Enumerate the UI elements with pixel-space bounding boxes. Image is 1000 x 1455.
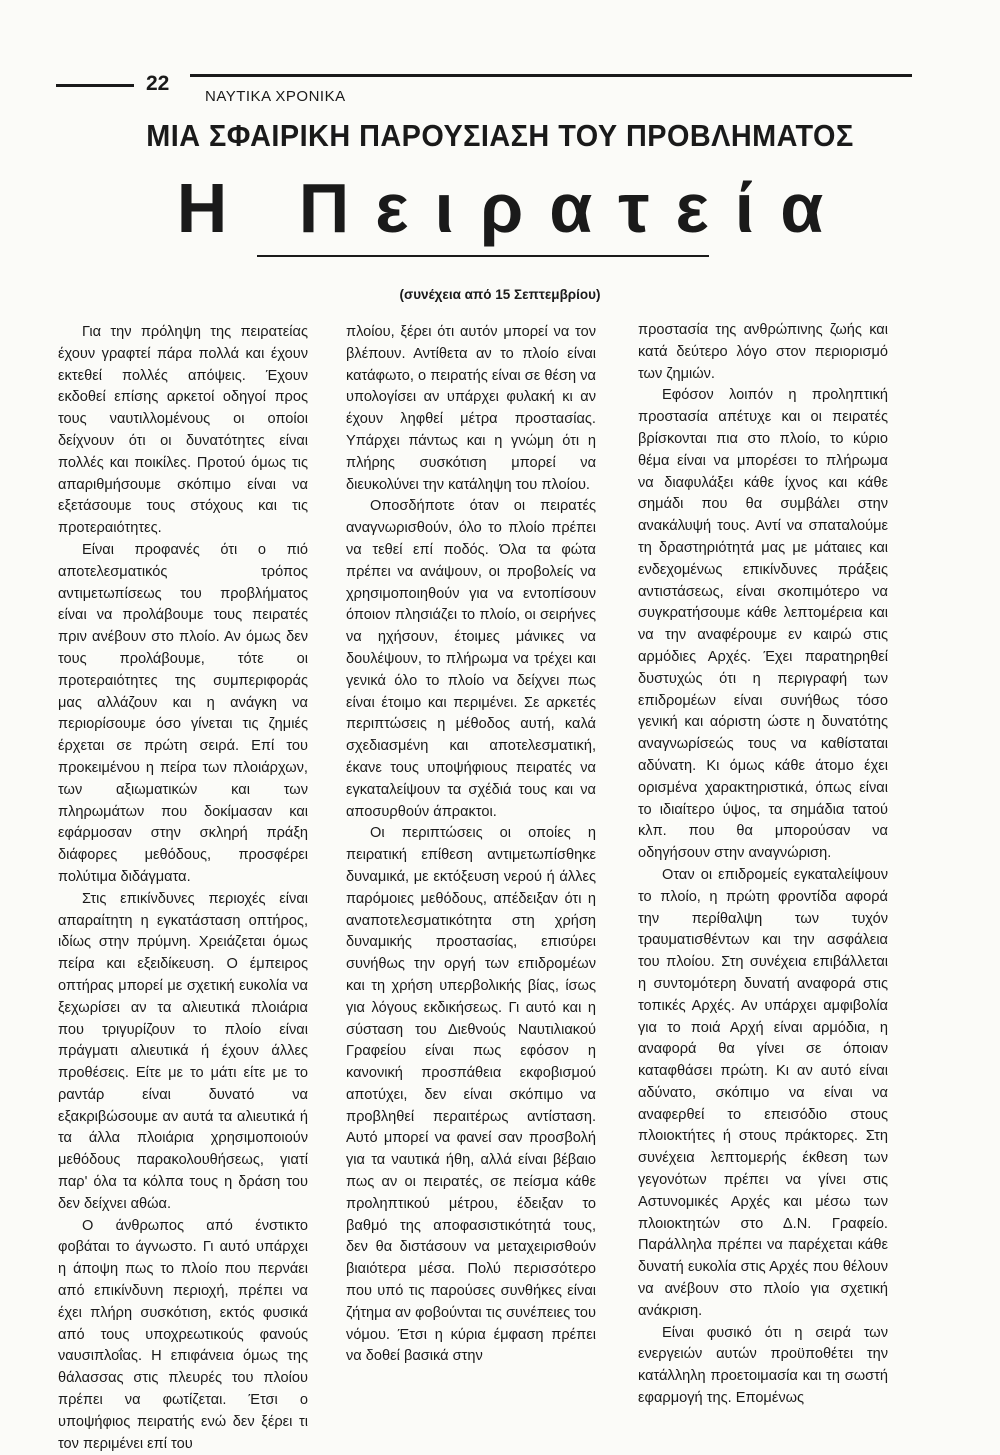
paragraph: προστασία της ανθρώπινης ζωής και κατά δεύτερο λόγο στον περιορισμό των ζημιών. bbox=[638, 322, 888, 382]
header-rule-left bbox=[56, 84, 134, 87]
paragraph: Στις επικίνδυνες περιοχές είναι απαραίτητη η εγκατάσταση οπτήρος, ιδίως στην πρύμνη. Χρειάζεται όμως πείρα και εξειδίκευση. Ο έμπειρος οπτήρας μπορεί με σχετική ευκολία να ξεχωρίσει αν τα αλιευτικά πλοιάρια που τριγυρίζουν το πλοίο είναι πράγματι αλιευτικά ή έχουν άλλες προθέσεις. Είτε με το μάτι είτε με το ραντάρ είναι δυνατό να εξακριβώσουμε αν αυτά τα αλιευτικά ή τα άλλα πλοιάρια χρησιμοποιούν μεθόδους παρακολουθήσεως, γιατί παρ' όλα τα κόλπα τους η δράση του δεν δείχνει αθώα. bbox=[58, 890, 308, 1212]
paragraph: Οι περιπτώσεις οι οποίες η πειρατική επίθεση αντιμετωπίσθηκε δυναμικά, με εκτόξευση νερού ή άλλες παρόμοιες μεθόδους, απέδειξαν ότι η αναποτελεσματικότητα στη χρήση δυναμικής προστασίας, επισύρει συνήθως την οργή των επιδρομέων και τη χρήση υπερβολικής βίας, ίσως για λόγους εκδικήσεως. Γι αυτό και η σύσταση του Διεθνούς Ναυτιλιακού Γραφείου είναι πως εφόσον η κανονική προσπάθεια εκφοβισμού αποτύχει, δεν είναι σκόπιμο να προβληθεί περαιτέρως αντίσταση. Αυτό μπορεί να φανεί σαν προσβολή για τα ναυτικά ήθη, αλλά είναι βέβαιο πως αν οι πειρατές, σε πείσμα κάθε προληπτικού μέτρου, έδειξαν το βαθμό της αποφασιστικότητά τους, δεν θα διστάσουν να μεταχειρισθούν βιαιότερα μέσα. Πολύ περισσότερο που υπό τις παρούσες συνθήκες είναι ζήτημα αν φοβούνται τις συνέπειες του νόμου. Έτσι η κύρια έμφαση πρέπει να δοθεί βασικά στην bbox=[346, 825, 596, 1365]
paragraph: πλοίου, ξέρει ότι αυτόν μπορεί να τον βλέπουν. Αντίθετα αν το πλοίο είναι κατάφωτο, ο πειρατής είναι σε θέση να υπολογίσει αν υπάρχει φυλακή κι αν έχουν ληφθεί μέτρα προστασίας. Υπάρχει πάντως και η γνώμη ότι η πλήρης συσκότιση μπορεί να διευκολύνει την κατάληψη του πλοίου. bbox=[346, 324, 596, 493]
paragraph: Ο άνθρωπος από ένστικτο φοβάται το άγνωστο. Γι αυτό υπάρχει η άποψη πως το πλοίο που περνάει από επικίνδυνη περιοχή, πρέπει να έχει πλήρη συσκότιση, εκτός φυσικά από τους υποχρεωτικούς φανούς ναυσιπλοΐας. Η επιφάνεια όμως της θάλασσας στις πλευρές του πλοίου πρέπει να φωτίζεται. Έτσι ο υποψήφιος πειρατής ενώ δεν ξέρει τι τον περιμένει επί του bbox=[58, 1217, 308, 1452]
continuation-note: (συνέχεια από 15 Σεπτεμβρίου) bbox=[399, 287, 601, 302]
paragraph: Οταν οι επιδρομείς εγκαταλείψουν το πλοίο, η πρώτη φροντίδα αφορά την περίθαλψη των τυχόν τραυματισθέντων και την ασφάλεια του πλοίου. Στη συνέχεια επιβάλλεται η συντομότερη δυνατή αναφορά στις τοπικές Αρχές. Αν υπάρχει αμφιβολία για το ποιά Αρχή είναι αρμόδια, η αναφορά θα γίνει σε όποιαν καταφθάσει πρώτη. Κι αν αυτό είναι αδύνατο, σκόπιμο να είναι να αναφερθεί το επεισόδιο στους πλοιοκτήτες ή στους πράκτορες. Στη συνέχεια λεπτομερής έκθεση των γεγονότων πρέπει να γίνει στις Αστυνομικές Αρχές και μέσω των πλοιοκτητών στο Δ.Ν. Γραφείο. Παράλληλα πρέπει να παρέχεται κάθε δυνατή ευκολία στις Αρχές που θέλουν να ανέβουν στο πλοίο για σχετική ανάκριση. bbox=[638, 866, 888, 1319]
header-rule-right bbox=[190, 74, 912, 77]
paragraph: Είναι προφανές ότι ο πιό αποτελεσματικός τρόπος αντιμετωπίσεως του προβλήματος είναι να προλάβουμε τους πειρατές πριν ανέβουν στο πλοίο. Αν όμως δεν τους προλάβουμε, τότε οι προτεραιότητες της συμπεριφοράς μας αλλάζουν και η ανάγκη να περιορίσουμε όσο γίνεται τις ζημιές έρχεται σε πρώτη σειρά. Επί του προκειμένου η πείρα των πλοιάρχων, των αξιωματικών και των πληρωμάτων που δοκίμασαν και εφάρμοσαν στην σκληρή πράξη διάφορες μεθόδους, προσφέρει πολύτιμα διδάγματα. bbox=[58, 541, 308, 885]
article-column-1 bbox=[58, 322, 308, 1452]
article-title: Η Πειρατεία bbox=[176, 169, 850, 247]
article-column-3 bbox=[638, 320, 888, 1407]
paragraph: Είναι φυσικό ότι η σειρά των ενεργειών αυτών προϋποθέτει την κατάλληλη προετοιμασία και τη σωστή εφαρμογή της. Επομένως bbox=[638, 1324, 888, 1407]
publication-name: ΝΑΥΤΙΚΑ ΧΡΟΝΙΚΑ bbox=[205, 88, 346, 105]
title-underline bbox=[257, 255, 709, 257]
page-number: 22 bbox=[146, 72, 170, 95]
paragraph: Οποσδήποτε όταν οι πειρατές αναγνωρισθούν, όλο το πλοίο πρέπει να τεθεί επί ποδός. Όλα τα φώτα πρέπει να ανάψουν, οι προβολείς να χρησιμοποιηθούν για να εντοπίσουν όποιον πλησιάζει το πλοίο, οι σειρήνες να ηχήσουν, έτοιμες μάνικες να δουλέψουν, το πλήρωμα να τρέχει και γενικά όλο το πλοίο να δείχνει πως είναι έτοιμο και περιμένει. Σε αρκετές περιπτώσεις η μέθοδος αυτή, καλά σχεδιασμένη και αποτελεσματική, έκανε τους υποψήφιους πειρατές να εγκαταλείψουν τα σχέδιά τους και να αποσυρθούν άπρακτοι. bbox=[346, 498, 596, 820]
article-headline: ΜΙΑ ΣΦΑΙΡΙΚΗ ΠΑΡΟΥΣΙΑΣΗ ΤΟΥ ΠΡΟΒΛΗΜΑΤΟΣ bbox=[146, 118, 854, 153]
paragraph: Εφόσον λοιπόν η προληπτική προστασία απέτυχε και οι πειρατές βρίσκονται πια στο πλοίο, το κύριο θέμα είναι να μπορέσει το πλήρωμα να διαφυλάξει κάθε ίχνος και κάθε σημάδι που θα συμβάλει στην ανακάλυψή τους. Αντί να σπαταλούμε τη δραστηριότητά μας με μάταιες και ενδεχομένως επικίνδυνες πράξεις αντιστάσεως, είναι σκοπιμότερο να συγκρατήσουμε κάθε λεπτομέρεια και να την αναφέρουμε εν καιρώ στις αρμόδιες Αρχές. Έχει παρατηρηθεί δυστυχώς ότι η περιγραφή των επιδρομέων είναι συνήθως τόσο γενική και αόριστη ώστε η δυνατότης αναγνωρίσεώς τους να καθίσταται αδύνατη. Κι όμως κάθε άτομο έχει ορισμένα χαρακτηριστικά, όπως είναι το ιδιαίτερο ύψος, τα σημάδια τατού κλπ. που θα μπορούσαν να οδηγήσουν στην αναγνώριση. bbox=[638, 387, 888, 862]
article-column-2 bbox=[346, 322, 596, 1392]
paragraph: Για την πρόληψη της πειρατείας έχουν γραφτεί πάρα πολλά και έχουν εκτεθεί πολλές απόψεις. Έχουν εκδοθεί επίσης αρκετοί οδηγοί προς τους ναυτιλλομένους οι οποίοι δείχνουν ότι οι δυνατότητες είναι πολλές και ποικίλες. Προτού όμως τις απαριθμήσουμε σκόπιμο είναι να εξετάσουμε τους στόχους και τις προτεραιότητες. bbox=[58, 324, 308, 537]
